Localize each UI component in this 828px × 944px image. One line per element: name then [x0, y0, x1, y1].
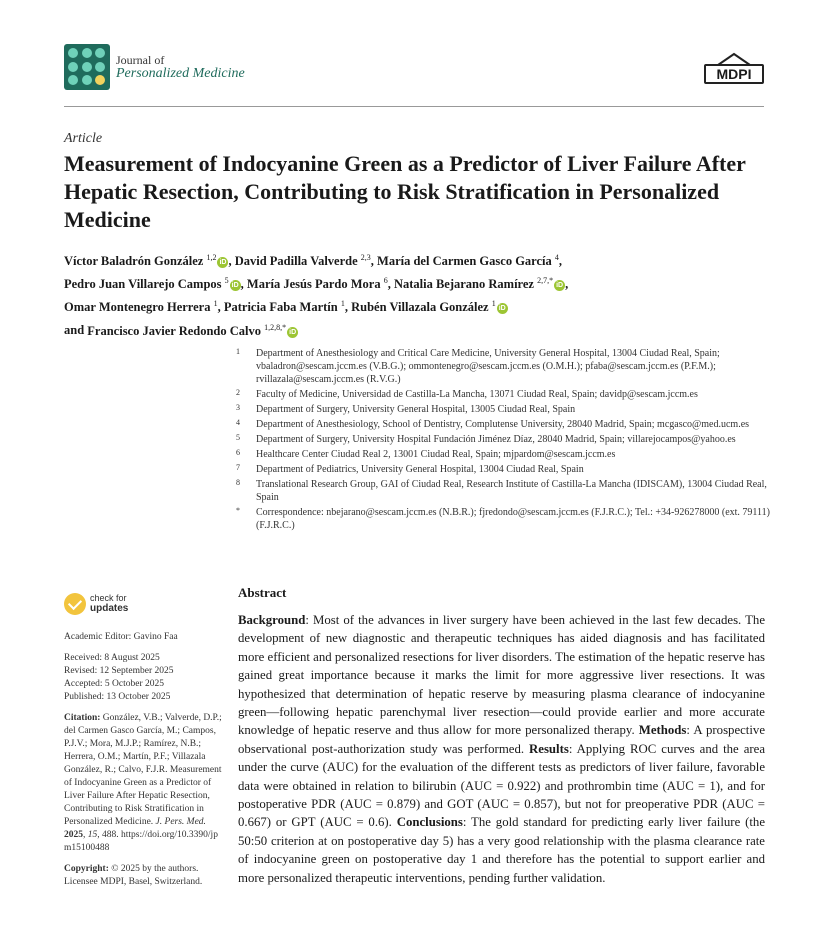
date-received: Received: 8 August 2025	[64, 653, 160, 663]
author[interactable]	[394, 277, 565, 291]
publisher-logo	[704, 52, 764, 82]
journal-logo-icon	[64, 44, 110, 90]
author-affiliation-sup: 4	[554, 253, 559, 262]
author-name: Omar Montenegro Herrera	[64, 300, 211, 315]
author-name: Rubén Villazala González	[351, 300, 489, 315]
affiliation-number: *	[236, 506, 240, 515]
affiliation-item	[236, 418, 776, 431]
author[interactable]	[64, 254, 228, 268]
publisher-name: MDPI	[704, 64, 764, 84]
author-name: Pedro Juan Villarejo Campos	[64, 277, 222, 292]
citation-volume: 15	[87, 830, 98, 840]
results-text: : Applying ROC curves and the area under the curve (AUC) for the evaluation of the different tests as predictors of liver failure, favorable data were obtained in relation to bilirubin (AUC = 0.922) and prothrombin time (AUC = 1), and for postoperative PDR (AUC = 0.879) and GOT (AUC = 0.857), but not for preoperative PDR (AUC = 0.667) or GPT (AUC = 0.6).	[238, 741, 765, 830]
affiliation-item	[236, 403, 776, 416]
affiliation-number: 8	[236, 478, 240, 487]
methods-text: : A prospective observational post-authorization study was performed.	[238, 723, 765, 756]
copyright-text: © 2025 by the authors. Licensee MDPI, Basel, Switzerland.	[64, 864, 203, 887]
author[interactable]	[351, 300, 508, 314]
affiliation-list	[236, 347, 776, 534]
author-affiliation-sup: 5	[224, 276, 229, 286]
author-affiliation-sup: 1	[491, 299, 496, 309]
orcid-icon[interactable]: iD	[289, 328, 297, 336]
affiliation-text: Department of Surgery, University Hospital Fundación Jiménez Díaz, 28040 Madrid, Spain; villarejocampos@yahoo.es	[256, 434, 736, 445]
citation-doi-link[interactable]: https://doi.org/10.3390/jpm15100488	[64, 830, 218, 853]
affiliation-text: Department of Anesthesiology and Critical Care Medicine, University General Hospital, 13004 Ciudad Real, Spain; vbaladron@sescam.jccm.es (V.B.G.); ommontenegro@sescam.jccm.es (O.M.H.); pfaba@sescam.jccm.es (P.F.M.); rvillazala@sescam.jccm.es (R.V.G.)	[256, 348, 720, 385]
article-type: Article	[64, 131, 103, 146]
author-affiliation-sup: 1,2,8,*	[264, 322, 287, 332]
citation: Citation: González, V.B.; Valverde, D.P.; del Carmen Gasco García, M.; Campos, P.J.V.; Mora, M.J.P.; Ramírez, N.B.; Herrera, O.M.; Martín, P.F.; Villazala González, R.; Calvo, F.J.R. Measurement of Indocyanine Green as a Predictor of Liver Failure After Hepatic Resection, Contributing to Risk Stratification in Personalized Medicine. J. Pers. Med. 2025, 15, 488. https://doi.org/10.3390/jpm15100488	[64, 713, 222, 853]
author[interactable]	[235, 254, 371, 268]
abstract-body	[238, 611, 765, 887]
background-text: : Most of the advances in liver surgery have been achieved in the last few decades. The development of new diagnostic and therapeutic techniques has aided diagnosis and has facilitated more efficient and personalized resections for liver disorders. The estimation of the hepatic reserve has gained great importance because it marks the limit for more aggressive liver resections. It was hypothesized that determination of hepatic reserve by measuring plasma clearance of indocyanine green—following hepatic parenchymal liver resection—could provide earlier and more accurate knowledge of hepatic reserve and thus allow for more personalized therapy.	[238, 613, 765, 738]
journal-name-line2: Personalized Medicine	[116, 66, 245, 81]
conclusions-label: Conclusions	[396, 815, 463, 830]
author[interactable]	[377, 254, 559, 268]
affiliation-item	[236, 433, 776, 446]
citation-journal: J. Pers. Med.	[155, 817, 206, 827]
affiliation-number: 5	[236, 433, 240, 442]
affiliation-number: 2	[236, 388, 240, 397]
background-label: Background	[238, 613, 306, 627]
affiliation-item	[236, 347, 776, 386]
author-name: Natalia Bejarano Ramírez	[393, 277, 534, 292]
author[interactable]	[64, 277, 241, 291]
header-divider	[64, 106, 764, 107]
citation-label: Citation:	[64, 713, 101, 723]
copyright	[64, 863, 224, 889]
affiliation-item	[236, 506, 776, 532]
author[interactable]	[64, 300, 218, 314]
methods-label: Methods	[638, 723, 687, 738]
author-list: Víctor Baladrón González $^{1,2}$iD , David Padilla Valverde $^{2,3}$, María del Carmen Gasco García $^4$, Pedro Juan Villarejo Campos $^5$iD , María Jesús Pardo Mora $^6$, Natalia Bejarano Ramírez $^{2,7,*}$iD , Omar Montenegro Herrera $^1$, Patricia Faba Martín $^1$, Rubén Villazala González $^1$iD and Francisco Javier Redondo Calvo $^{1,2,8,*}$iD	[64, 253, 569, 338]
date-published: Published: 13 October 2025	[64, 692, 171, 702]
affiliation-number: 3	[236, 403, 240, 412]
author-name: David Padilla Valverde	[234, 254, 358, 269]
affiliation-number: 6	[236, 448, 240, 457]
author-affiliation-sup: 1,2	[206, 253, 217, 262]
results-label: Results	[529, 741, 569, 756]
copyright-label: Copyright:	[64, 864, 109, 874]
orcid-icon[interactable]: iD	[556, 282, 564, 290]
author[interactable]	[247, 277, 388, 291]
affiliation-text: Department of Surgery, University General Hospital, 13005 Ciudad Real, Spain	[256, 404, 576, 415]
article-sidebar	[64, 591, 224, 897]
citation-page: , 488.	[97, 830, 119, 840]
journal-name	[116, 54, 245, 80]
affiliation-item	[236, 463, 776, 476]
affiliation-text: Healthcare Center Ciudad Real 2, 13001 Ciudad Real, Spain; mjpardom@sescam.jccm.es	[256, 449, 616, 460]
author-affiliation-sup: 2,3	[360, 253, 371, 262]
author-name: Patricia Faba Martín	[223, 300, 338, 315]
affiliation-text: Translational Research Group, GAI of Ciudad Real, Research Institute of Castilla-La Mancha (IDISCAM), 13004 Ciudad Real, Spain	[256, 479, 767, 503]
dates	[64, 652, 224, 704]
check-icon	[64, 593, 86, 615]
author-affiliation-sup: 6	[383, 276, 388, 286]
check-updates-button[interactable]	[64, 591, 224, 623]
orcid-icon[interactable]: iD	[498, 305, 506, 313]
author[interactable]	[224, 300, 345, 314]
author-affiliation-sup: 1	[340, 299, 345, 309]
author-affiliation-sup: 1	[213, 299, 218, 309]
orcid-icon[interactable]: iD	[231, 282, 239, 290]
affiliation-number: 1	[236, 347, 240, 356]
abstract-heading: Abstract	[238, 585, 287, 600]
conclusions-text: : The gold standard for predicting early liver failure (the 50:50 criterion at on postoperative day 5) has a very good relationship with the plasma clearance rate of indocyanine green on postoperative day 1 and therefore has the potential to support earlier and more personalized therapeutic interventions, pending further validation.	[238, 815, 765, 885]
author-name: Francisco Javier Redondo Calvo	[87, 323, 261, 338]
orcid-icon[interactable]: iD	[219, 259, 227, 267]
journal-header	[64, 44, 764, 92]
affiliation-text: Faculty of Medicine, Universidad de Castilla-La Mancha, 13071 Ciudad Real, Spain; davidp@sescam.jccm.es	[256, 389, 698, 400]
check-updates-label: check for updates	[90, 593, 129, 614]
author-name: María Jesús Pardo Mora	[246, 277, 381, 292]
affiliation-number: 7	[236, 463, 240, 472]
affiliation-item	[236, 478, 776, 504]
page-title: Measurement of Indocyanine Green as a Predictor of Liver Failure After Hepatic Resection, Contributing to Risk Stratification in Personalized Medicine	[64, 151, 746, 232]
journal-name-line1: Journal of	[116, 53, 165, 67]
affiliation-text: Department of Pediatrics, University General Hospital, 13004 Ciudad Real, Spain	[256, 464, 584, 475]
affiliation-number: 4	[236, 418, 240, 427]
author[interactable]	[87, 324, 298, 338]
author-affiliation-sup: 2,7,*	[537, 276, 554, 286]
academic-editor: Academic Editor: Gavino Faa	[64, 632, 178, 642]
date-accepted: Accepted: 5 October 2025	[64, 679, 164, 689]
author-name: Víctor Baladrón González	[64, 254, 204, 269]
date-revised: Revised: 12 September 2025	[64, 666, 174, 676]
author-name: María del Carmen Gasco García	[377, 254, 552, 269]
citation-year: 2025	[64, 830, 83, 840]
affiliation-text: Correspondence: nbejarano@sescam.jccm.es (N.B.R.); fjredondo@sescam.jccm.es (F.J.R.C.); Tel.: +34-926278000 (ext. 79111) (F.J.R.C.)	[256, 507, 771, 531]
citation-text: González, V.B.; Valverde, D.P.; del Carmen Gasco García, M.; Campos, P.J.V.; Mora, M.J.P.; Ramírez, N.B.; Herrera, O.M.; Martín, P.F.; Villazala González, R.; Calvo, F.J.R. Measurement of Indocyanine Green as a Predictor of Liver Failure After Hepatic Resection, Contributing to Risk Stratification in Personalized Medicine.	[64, 713, 222, 827]
affiliation-item	[236, 388, 776, 401]
affiliation-item	[236, 448, 776, 461]
affiliation-text: Department of Anesthesiology, School of Dentistry, Complutense University, 28040 Madrid, Spain; mcgasco@med.ucm.es	[256, 419, 750, 430]
